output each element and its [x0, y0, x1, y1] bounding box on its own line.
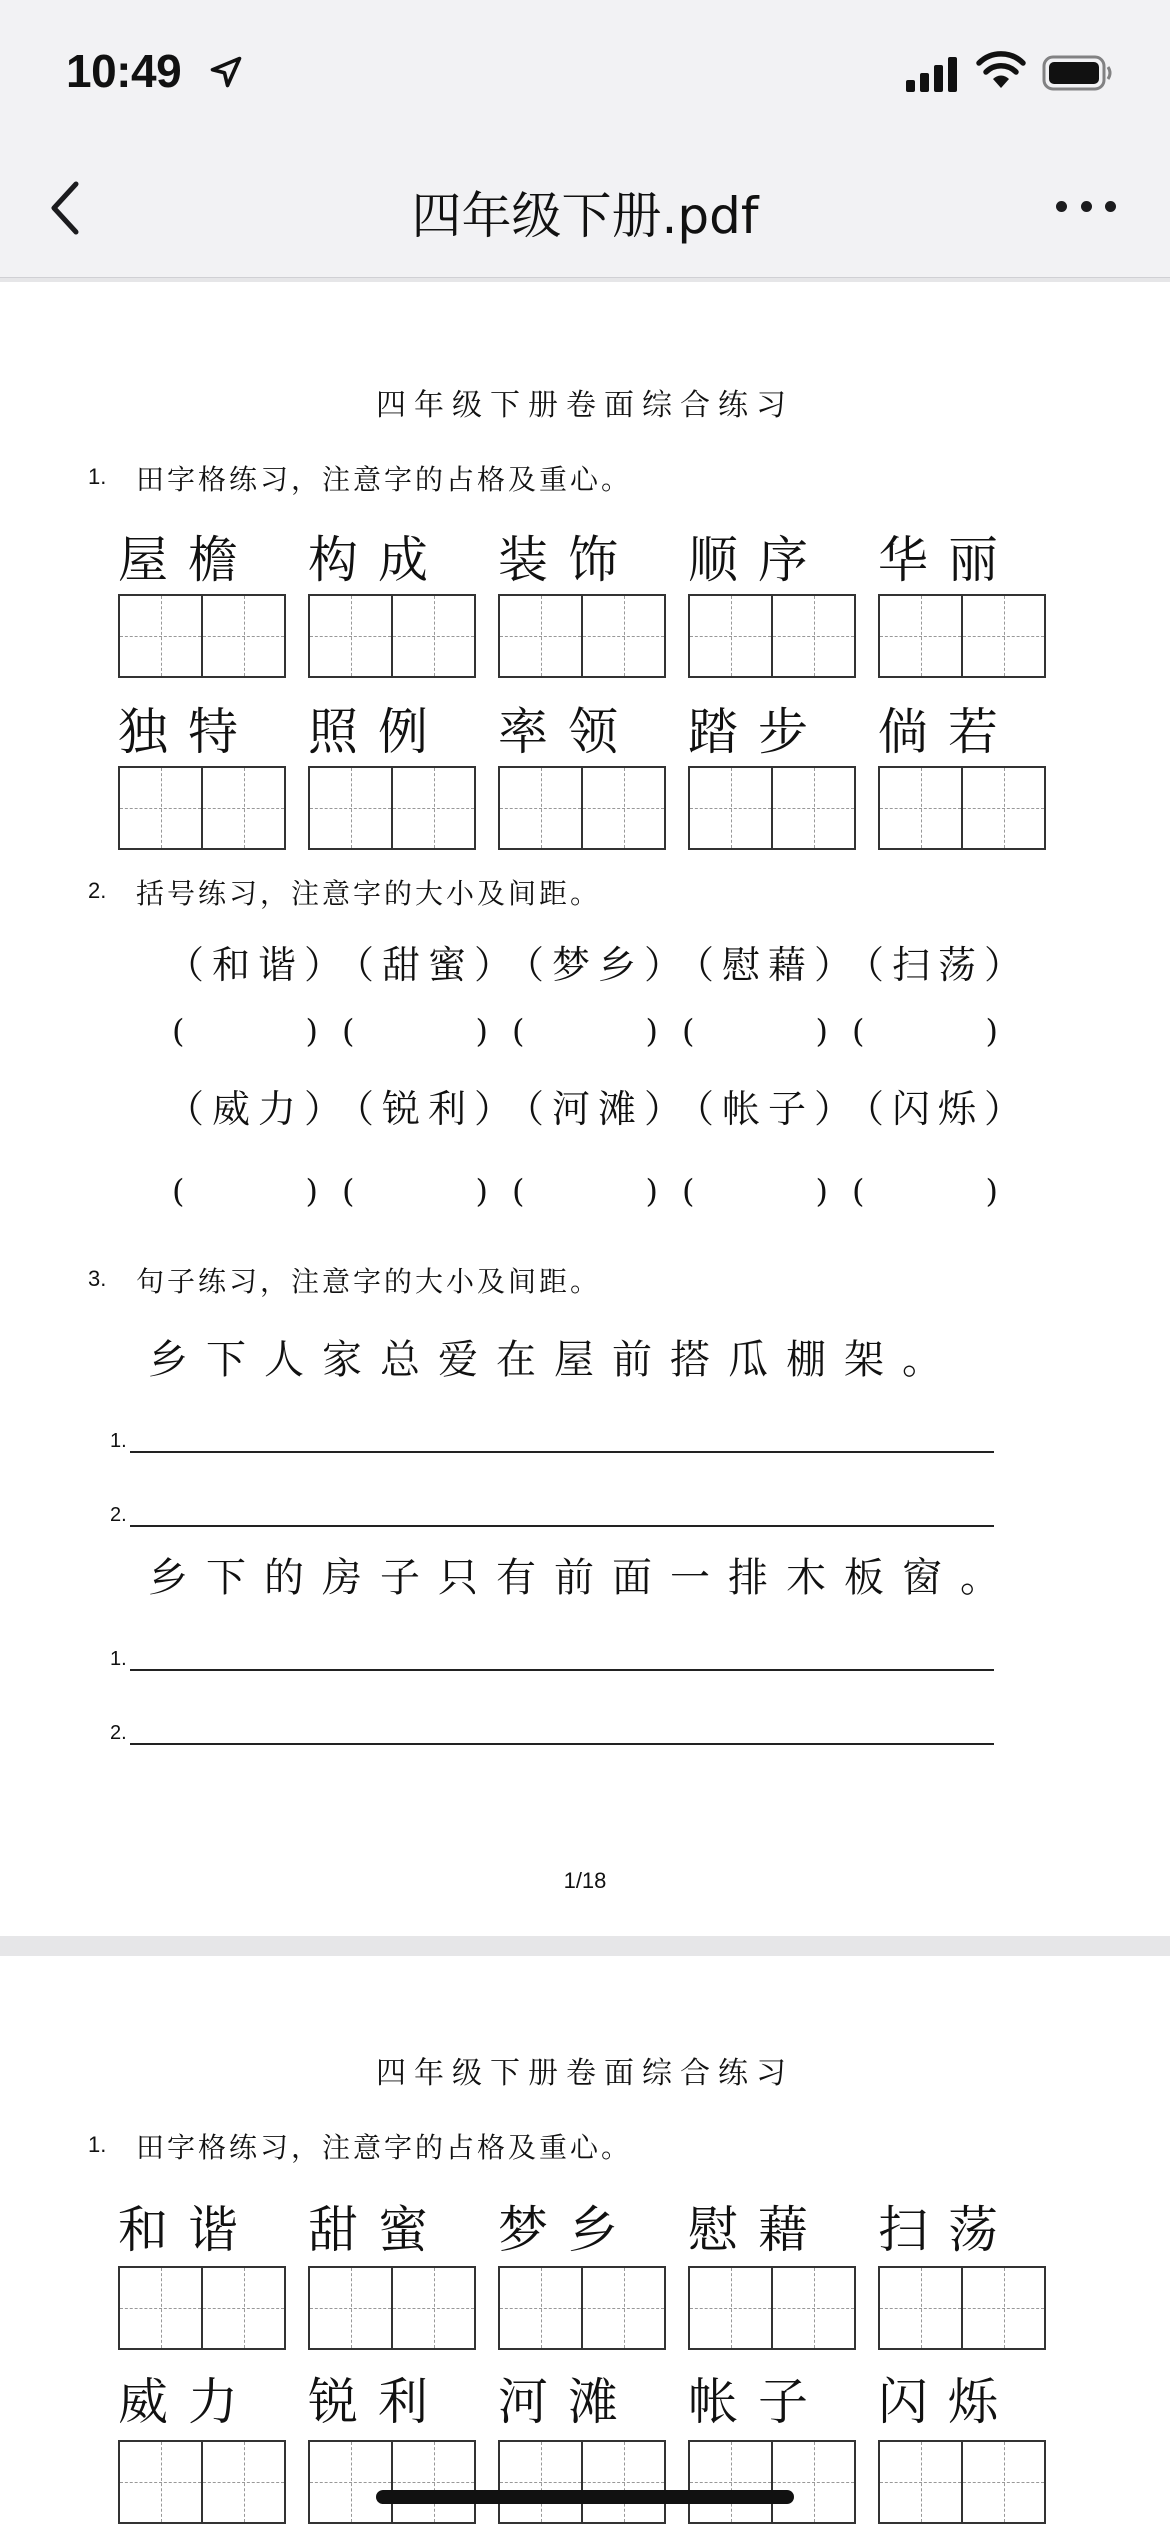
tianzige-box: [498, 2440, 666, 2524]
practice-word: 踏步: [688, 703, 828, 761]
empty-brackets-row-1: [172, 1012, 1022, 1050]
bracket-word: （河滩）: [506, 1087, 691, 1131]
sentence-2: 乡下的房子只有前面一排木板窗。: [148, 1555, 1018, 1601]
writing-line: [110, 1430, 994, 1453]
tianzige-box: [878, 2440, 1046, 2524]
tianzige-box: [688, 594, 856, 678]
tianzige-box: [118, 2440, 286, 2524]
practice-word: 和谐: [118, 2201, 258, 2259]
status-time: 10:49: [66, 45, 182, 97]
question-number: 1.: [88, 2132, 107, 2157]
tianzige-row-1: [118, 2266, 1068, 2350]
practice-word: 倘若: [878, 703, 1018, 761]
question-2: [88, 872, 601, 912]
bracket-words-row-1: [166, 934, 1031, 989]
bracket-words-row-2: [166, 1078, 1031, 1133]
tianzige-box: [498, 766, 666, 850]
practice-word: 华丽: [878, 531, 1018, 589]
tianzige-row-2: [118, 2440, 1068, 2524]
more-options-button[interactable]: [1056, 186, 1116, 226]
line-label: 1.: [110, 1648, 127, 1670]
document-title: 四年级下册.pdf: [411, 187, 759, 245]
empty-bracket: ( ): [852, 1012, 998, 1050]
empty-bracket: ( ): [172, 1172, 318, 1210]
question-1: [88, 458, 632, 498]
bracket-word: （甜蜜）: [336, 943, 521, 987]
page-heading: 四年级下册卷面综合练习: [376, 2056, 794, 2091]
bracket-word: （慰藉）: [676, 943, 861, 987]
practice-word: 独特: [118, 703, 258, 761]
tianzige-box: [878, 2266, 1046, 2350]
question-3: [88, 1260, 601, 1300]
tianzige-box: [308, 2266, 476, 2350]
more-dot-icon: [1081, 201, 1092, 212]
tianzige-box: [308, 594, 476, 678]
question-number: 3.: [88, 1266, 107, 1291]
empty-bracket: ( ): [342, 1012, 488, 1050]
practice-word: 构成: [308, 531, 448, 589]
tianzige-box: [118, 2266, 286, 2350]
bracket-word: （闪烁）: [846, 1087, 1031, 1131]
word-row-2: [118, 692, 1068, 764]
question-text: 句子练习，注意字的大小及间距。: [136, 1265, 602, 1298]
practice-word: 梦乡: [498, 2201, 638, 2259]
home-indicator[interactable]: [376, 2490, 794, 2504]
word-row-2: [118, 2362, 1068, 2434]
cellular-signal-icon: [904, 56, 960, 92]
question-text: 括号练习，注意字的大小及间距。: [136, 877, 602, 910]
tianzige-box: [688, 2440, 856, 2524]
pdf-page-2[interactable]: [0, 1956, 1170, 2532]
practice-word: 率领: [498, 703, 638, 761]
more-dot-icon: [1105, 201, 1116, 212]
practice-word: 屋檐: [118, 531, 258, 589]
tianzige-box: [498, 594, 666, 678]
bracket-word: （和谐）: [166, 943, 351, 987]
tianzige-row-2: [118, 766, 1068, 850]
practice-word: 河滩: [498, 2373, 638, 2431]
word-row-1: [118, 2190, 1068, 2262]
empty-bracket: ( ): [342, 1172, 488, 1210]
page-heading: 四年级下册卷面综合练习: [376, 388, 794, 423]
location-arrow-icon: [208, 54, 244, 90]
writing-line: [110, 1648, 994, 1671]
tianzige-box: [118, 594, 286, 678]
sentence-1: 乡下人家总爱在屋前搭瓜棚架。: [148, 1337, 960, 1383]
writing-line: [110, 1504, 994, 1527]
writing-line: [110, 1722, 994, 1745]
practice-word: 帐子: [688, 2373, 828, 2431]
bracket-word: （扫荡）: [846, 943, 1031, 987]
page-number: 1/18: [563, 1868, 607, 1893]
word-row-1: [118, 520, 1068, 592]
practice-word: 闪烁: [878, 2373, 1018, 2431]
practice-word: 锐利: [308, 2373, 448, 2431]
question-text: 田字格练习，注意字的占格及重心。: [136, 2131, 633, 2164]
question-text: 田字格练习，注意字的占格及重心。: [136, 463, 633, 496]
empty-bracket: ( ): [512, 1012, 658, 1050]
line-label: 1.: [110, 1430, 127, 1452]
tianzige-box: [688, 766, 856, 850]
practice-word: 慰藉: [688, 2201, 828, 2259]
empty-bracket: ( ): [172, 1012, 318, 1050]
line-label: 2.: [110, 1722, 127, 1744]
practice-word: 顺序: [688, 531, 828, 589]
practice-word: 威力: [118, 2373, 258, 2431]
tianzige-box: [688, 2266, 856, 2350]
empty-bracket: ( ): [852, 1172, 998, 1210]
line-label: 2.: [110, 1504, 127, 1526]
bracket-word: （威力）: [166, 1087, 351, 1131]
practice-word: 甜蜜: [308, 2201, 448, 2259]
battery-icon: [1042, 54, 1114, 92]
practice-word: 装饰: [498, 531, 638, 589]
more-dot-icon: [1056, 201, 1067, 212]
tianzige-box: [118, 766, 286, 850]
bracket-word: （帐子）: [676, 1087, 861, 1131]
tianzige-box: [308, 2440, 476, 2524]
top-bar: [0, 0, 1170, 278]
pdf-page-1[interactable]: [0, 282, 1170, 1936]
tianzige-row-1: [118, 594, 1068, 678]
tianzige-box: [308, 766, 476, 850]
empty-bracket: ( ): [682, 1172, 828, 1210]
empty-brackets-row-2: [172, 1172, 1022, 1210]
practice-word: 照例: [308, 703, 448, 761]
tianzige-box: [878, 766, 1046, 850]
empty-bracket: ( ): [512, 1172, 658, 1210]
tianzige-box: [498, 2266, 666, 2350]
practice-word: 扫荡: [878, 2201, 1018, 2259]
bracket-word: （锐利）: [336, 1087, 521, 1131]
empty-bracket: ( ): [682, 1012, 828, 1050]
wifi-icon: [976, 50, 1026, 90]
question-number: 2.: [88, 878, 107, 903]
question-1: [88, 2126, 632, 2166]
tianzige-box: [878, 594, 1046, 678]
question-number: 1.: [88, 464, 107, 489]
bracket-word: （梦乡）: [506, 943, 691, 987]
